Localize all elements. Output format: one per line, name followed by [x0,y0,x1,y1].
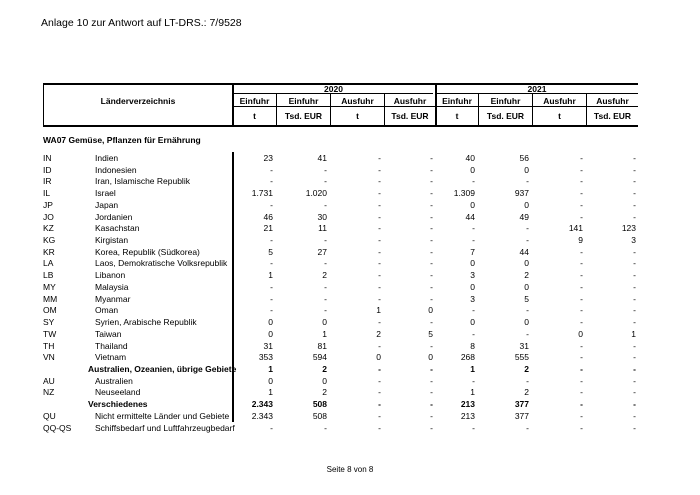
cell-value: - [378,375,381,386]
cell-value: 377 [514,410,529,421]
unit-label: t [455,111,459,121]
col-header: Einfuhr [442,96,472,106]
cell-value: - [378,223,381,234]
cell-value: - [472,375,475,386]
cell-value: - [324,199,327,210]
table-row [0,200,700,212]
cell-value: - [378,387,381,398]
table-row [0,294,700,306]
country-name: Indonesien [95,164,137,175]
cell-value: - [633,305,636,316]
country-name: Taiwan [95,328,122,339]
country-code: MY [43,281,56,292]
cell-value: - [378,410,381,421]
cell-value: - [430,363,433,374]
country-name: Indien [95,153,119,163]
cell-value: 0 [268,328,273,339]
cell-value: 0 [524,281,529,292]
cell-value: - [526,422,529,433]
country-name: Oman [95,305,119,316]
cell-value: - [270,199,273,210]
cell-value: 0 [524,258,529,269]
country-name: Myanmar [95,293,131,304]
cell-value: - [378,422,381,433]
cell-value: - [633,211,636,222]
table-row [0,235,700,247]
cell-value: 1.020 [305,188,327,199]
cell-value: - [633,375,636,386]
table-row [0,165,700,177]
cell-value: - [580,293,583,304]
cell-value: 0 [322,375,327,386]
country-name: Neuseeland [95,387,141,398]
cell-value: - [633,246,636,257]
cell-value: 8 [470,340,475,351]
cell-value: - [633,188,636,199]
cell-value: - [430,281,433,292]
cell-value: - [324,281,327,292]
country-code: NZ [43,387,55,398]
cell-value: 0 [470,164,475,175]
cell-value: - [270,258,273,269]
country-code: IR [43,176,52,187]
year-2021: 2021 [527,84,547,94]
cell-value: - [472,305,475,316]
country-name: Jordanien [95,211,133,222]
cell-value: - [633,340,636,351]
cell-value: - [580,164,583,175]
cell-value: 0 [578,328,583,339]
cell-value: - [580,305,583,316]
cell-value: - [633,293,636,304]
cell-value: 23 [263,153,273,163]
cell-value: - [430,188,433,199]
cell-value: - [378,270,381,281]
country-code: LB [43,270,54,281]
country-name: Kirgistan [95,235,129,246]
cell-value: - [472,422,475,433]
country-code: JP [43,199,53,210]
cell-value: - [580,410,583,421]
cell-value: 1 [268,363,273,374]
table-row [0,317,700,329]
cell-value: - [270,281,273,292]
country-name: Iran, Islamische Republik [95,176,190,187]
cell-value: 5 [428,328,433,339]
cell-value: - [633,399,636,410]
cell-value: - [633,352,636,363]
cell-value: - [633,176,636,187]
cell-value: - [378,235,381,246]
col-header: Ausfuhr [341,96,374,106]
cell-value: 46 [263,211,273,222]
header-bottom-rule [43,125,638,127]
cell-value: 56 [519,153,529,163]
cell-value: 44 [519,246,529,257]
cell-value: 0 [428,305,433,316]
cell-value: 555 [514,352,529,363]
page-footer: Seite 8 von 8 [326,465,374,474]
document-title: Anlage 10 zur Antwort auf LT-DRS.: 7/9528 [41,17,242,29]
cell-value: - [472,328,475,339]
cell-value: 31 [263,340,273,351]
country-name: Laos, Demokratische Volksrepublik [95,258,228,269]
cell-value: 353 [258,352,273,363]
country-code: KG [43,235,56,246]
country-name: Kasachstan [95,223,140,234]
cell-value: - [378,363,381,374]
cell-value: 0 [470,199,475,210]
country-name: Libanon [95,270,126,281]
cell-value: 3 [631,235,636,246]
cell-value: 0 [470,258,475,269]
cell-value: - [580,387,583,398]
cell-value: - [633,153,636,163]
cell-value: 594 [312,352,327,363]
cell-value: - [633,281,636,292]
cell-value: 213 [460,399,475,410]
unit-label: Tsd. EUR [593,111,632,121]
cell-value: 2.343 [251,399,273,410]
cell-value: - [430,199,433,210]
cell-value: - [378,258,381,269]
country-code: QQ-QS [43,422,72,433]
cell-value: 0 [428,352,433,363]
cell-value: - [526,375,529,386]
cell-value: - [580,375,583,386]
cell-value: - [324,422,327,433]
cell-value: - [526,176,529,187]
table-row [0,399,700,411]
cell-value: - [430,246,433,257]
cell-value: 1 [268,270,273,281]
cell-value: 1 [322,328,327,339]
cell-value: - [580,258,583,269]
cell-value: - [430,153,433,163]
cell-value: - [430,387,433,398]
cell-value: - [633,270,636,281]
cell-value: 2.343 [251,410,273,421]
cell-value: 5 [524,293,529,304]
table-row [0,223,700,235]
cell-value: - [378,211,381,222]
cell-value: - [324,258,327,269]
year-2020: 2020 [324,84,343,94]
table-row [0,188,700,200]
cell-value: - [430,223,433,234]
cell-value: 49 [519,211,529,222]
cell-value: - [526,223,529,234]
cell-value: 2 [322,270,327,281]
table-row [0,387,700,399]
country-code: ID [43,164,52,175]
country-name: Schiffsbedarf und Luftfahrzeugbedarf [95,422,235,433]
cell-value: 0 [524,317,529,328]
cell-value: 44 [465,211,475,222]
country-name: Syrien, Arabische Republik [95,317,197,328]
country-code: QU [43,410,56,421]
cell-value: - [430,176,433,187]
cell-value: - [378,399,381,410]
country-name: Israel [95,188,116,199]
col-header: Einfuhr [239,96,270,106]
country-name: Thailand [95,340,128,351]
cell-value: - [270,422,273,433]
cell-value: - [324,235,327,246]
cell-value: 377 [514,399,529,410]
cell-value: - [633,410,636,421]
cell-value: 0 [470,281,475,292]
unit-label: Tsd. EUR [486,111,525,121]
col-header: Ausfuhr [596,96,629,106]
cell-value: - [633,164,636,175]
cell-value: 21 [263,223,273,234]
country-code: VN [43,352,55,363]
cell-value: 141 [568,223,583,234]
cell-value: - [378,176,381,187]
cell-value: - [580,352,583,363]
cell-value: - [270,164,273,175]
cell-value: - [378,281,381,292]
table-row [0,176,700,188]
cell-value: 40 [465,153,475,163]
cell-value: 1.309 [453,188,475,199]
table-row [0,329,700,341]
cell-value: - [633,258,636,269]
cell-value: - [378,153,381,163]
table-row [0,212,700,224]
cell-value: - [430,235,433,246]
section-title: WA07 Gemüse, Pflanzen für Ernährung [43,135,201,145]
cell-value: - [580,281,583,292]
cell-value: 0 [470,317,475,328]
cell-value: - [430,211,433,222]
cell-value: 11 [318,223,327,234]
cell-value: - [633,317,636,328]
cell-value: - [430,399,433,410]
cell-value: 0 [524,199,529,210]
cell-value: - [526,305,529,316]
cell-value: - [580,153,583,163]
table-row [0,153,700,165]
cell-value: - [472,223,475,234]
group-name: Australien, Ozeanien, übrige Gebiete [88,363,237,374]
country-code: TH [43,340,55,351]
country-code: KR [43,246,55,257]
cell-value: 2 [322,363,327,374]
cell-value: 1.731 [251,188,273,199]
cell-value: - [270,293,273,304]
cell-value: - [270,305,273,316]
cell-value: - [526,328,529,339]
cell-value: - [378,246,381,257]
cell-value: 2 [524,363,529,374]
cell-value: - [580,199,583,210]
table-row [0,247,700,259]
cell-value: 1 [268,387,273,398]
cell-value: 508 [312,399,327,410]
cell-value: 30 [317,211,327,222]
cell-value: - [430,340,433,351]
cell-value: 9 [578,235,583,246]
unit-label: t [253,111,256,121]
cell-value: - [430,317,433,328]
table-row [0,258,700,270]
row-header-label: Länderverzeichnis [100,96,176,106]
cell-value: - [430,270,433,281]
country-code: AU [43,375,55,386]
cell-value: - [472,235,475,246]
country-code: SY [43,317,55,328]
country-name: Malaysia [95,281,129,292]
cell-value: - [324,164,327,175]
cell-value: 0 [524,164,529,175]
cell-value: - [430,410,433,421]
cell-value: - [580,246,583,257]
cell-value: - [324,305,327,316]
cell-value: 31 [519,340,529,351]
cell-value: 0 [268,375,273,386]
country-code: TW [43,328,57,339]
cell-value: - [430,258,433,269]
col-header: Ausfuhr [543,96,576,106]
country-code: JO [43,211,54,222]
country-code: IL [43,188,51,199]
cell-value: 2 [524,387,529,398]
cell-value: - [270,235,273,246]
country-name: Korea, Republik (Südkorea) [95,246,200,257]
table-row [0,352,700,364]
cell-value: - [430,164,433,175]
cell-value: 2 [524,270,529,281]
cell-value: - [580,211,583,222]
cell-value: - [580,363,583,374]
country-code: MM [43,293,58,304]
table-row [0,423,700,435]
cell-value: - [633,387,636,398]
table-row [0,341,700,353]
cell-value: - [580,188,583,199]
cell-value: - [378,317,381,328]
cell-value: 0 [268,317,273,328]
cell-value: 123 [621,223,636,234]
cell-value: 1 [631,328,636,339]
country-name: Australien [95,375,133,386]
country-name: Vietnam [95,352,127,363]
cell-value: 27 [317,246,327,257]
unit-label: Tsd. EUR [391,111,429,121]
cell-value: 213 [460,410,475,421]
unit-label: Tsd. EUR [284,111,323,121]
country-code: LA [43,258,54,269]
cell-value: - [526,235,529,246]
cell-value: 1 [470,387,475,398]
country-name: Japan [95,199,119,210]
table-row [0,376,700,388]
cell-value: 2 [322,387,327,398]
cell-value: 7 [470,246,475,257]
cell-value: 2 [376,328,381,339]
cell-value: - [430,422,433,433]
cell-value: 0 [376,352,381,363]
cell-value: - [378,188,381,199]
cell-value: - [633,363,636,374]
table-row [0,305,700,317]
cell-value: - [378,164,381,175]
cell-value: - [580,317,583,328]
cell-value: 937 [514,188,529,199]
cell-value: - [580,270,583,281]
table-row [0,364,700,376]
cell-value: - [580,176,583,187]
table-row [0,270,700,282]
cell-value: 1 [376,305,381,316]
cell-value: - [270,176,273,187]
country-code: OM [43,305,57,316]
cell-value: - [378,199,381,210]
unit-label: t [356,111,359,121]
cell-value: - [580,399,583,410]
cell-value: - [324,176,327,187]
cell-value: 3 [470,270,475,281]
cell-value: 0 [322,317,327,328]
col-header: Ausfuhr [393,96,427,106]
country-code: IN [43,153,52,163]
country-code: KZ [43,223,54,234]
cell-value: - [430,375,433,386]
cell-value: - [633,422,636,433]
cell-value: - [378,293,381,304]
cell-value: 1 [470,363,475,374]
cell-value: 508 [312,410,327,421]
col-header: Einfuhr [288,96,319,106]
cell-value: - [580,422,583,433]
cell-value: - [472,176,475,187]
cell-value: - [633,199,636,210]
cell-value: - [430,293,433,304]
cell-value: - [580,340,583,351]
cell-value: - [378,340,381,351]
table-row [0,411,700,423]
table-row [0,282,700,294]
country-name: Nicht ermittelte Länder und Gebiete [95,410,230,421]
unit-label: t [558,111,561,121]
cell-value: 81 [317,340,327,351]
cell-value: 3 [470,293,475,304]
cell-value: - [324,293,327,304]
cell-value: 5 [268,246,273,257]
group-name: Verschiedenes [88,399,148,410]
col-header: Einfuhr [490,96,521,106]
cell-value: 268 [460,352,475,363]
cell-value: 41 [317,153,327,163]
